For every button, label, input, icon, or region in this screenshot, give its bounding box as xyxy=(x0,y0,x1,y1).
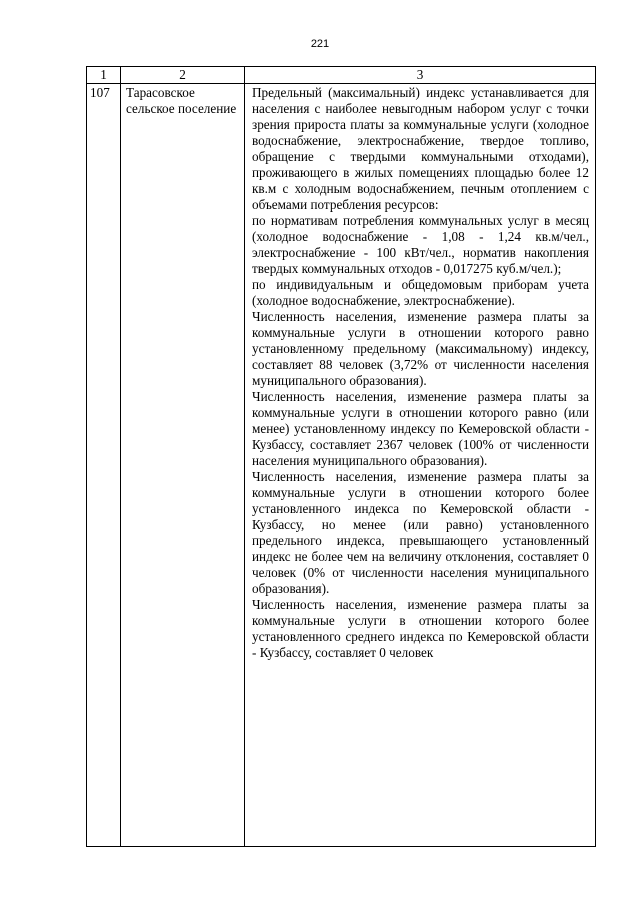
row-number: 107 xyxy=(87,84,121,847)
paragraph-population-deviation: Численность населения, изменение размера платы за коммунальные услуги в отношении которого более установленного индекса по Кемеровской области - Кузбассу, но менее (или равно) установленного предельного индекса, превышающего установленный индекс не более чем на величину отклонения, составляет 0 человек (0% от численности населения муниципального образования). xyxy=(252,469,589,596)
paragraph-meters: по индивидуальным и общедомовым приборам учета (холодное водоснабжение, электроснабжение). xyxy=(252,277,589,308)
tariff-index-table xyxy=(86,66,596,847)
header-col-2: 2 xyxy=(121,67,245,84)
settlement-name: Тарасовское сельское поселение xyxy=(121,84,245,847)
paragraph-index-definition: Предельный (максимальный) индекс устанавливается для населения с наиболее невыгодным набором услуг с точки зрения прироста платы за коммунальные услуги (холодное водоснабжение, электроснабжение, твердое топливо, обращение с твердыми коммунальными отходами), проживающего в жилых помещениях площадью более 12 кв.м с холодным водоснабжением, печным отоплением с объемами потребления ресурсов: xyxy=(252,85,589,212)
paragraph-consumption-norms: по нормативам потребления коммунальных услуг в месяц (холодное водоснабжение - 1,08 - 1,24 кв.м/чел., электроснабжение - 100 кВт/чел., норматив накопления твердых коммунальных отходов - 0,017275 куб.м/чел.); xyxy=(252,213,589,276)
header-col-3: 3 xyxy=(245,67,596,84)
header-col-1: 1 xyxy=(87,67,121,84)
paragraph-population-regional-index: Численность населения, изменение размера платы за коммунальные услуги в отношении которого равно (или менее) установленному индексу по Кемеровской области - Кузбассу, составляет 2367 человек (100% от численности населения муниципального образования). xyxy=(252,389,589,468)
description-cell xyxy=(245,84,596,847)
page-number: 221 xyxy=(310,38,330,50)
table-row xyxy=(87,84,596,847)
table-header-row xyxy=(87,67,596,84)
paragraph-population-average-index: Численность населения, изменение размера платы за коммунальные услуги в отношении которого более установленного среднего индекса по Кемеровской области - Кузбассу, составляет 0 человек xyxy=(252,597,589,660)
paragraph-population-max-index: Численность населения, изменение размера платы за коммунальные услуги в отношении которого равно установленному предельному (максимальному) индексу, составляет 88 человек (3,72% от численности населения муниципального образования). xyxy=(252,309,589,388)
